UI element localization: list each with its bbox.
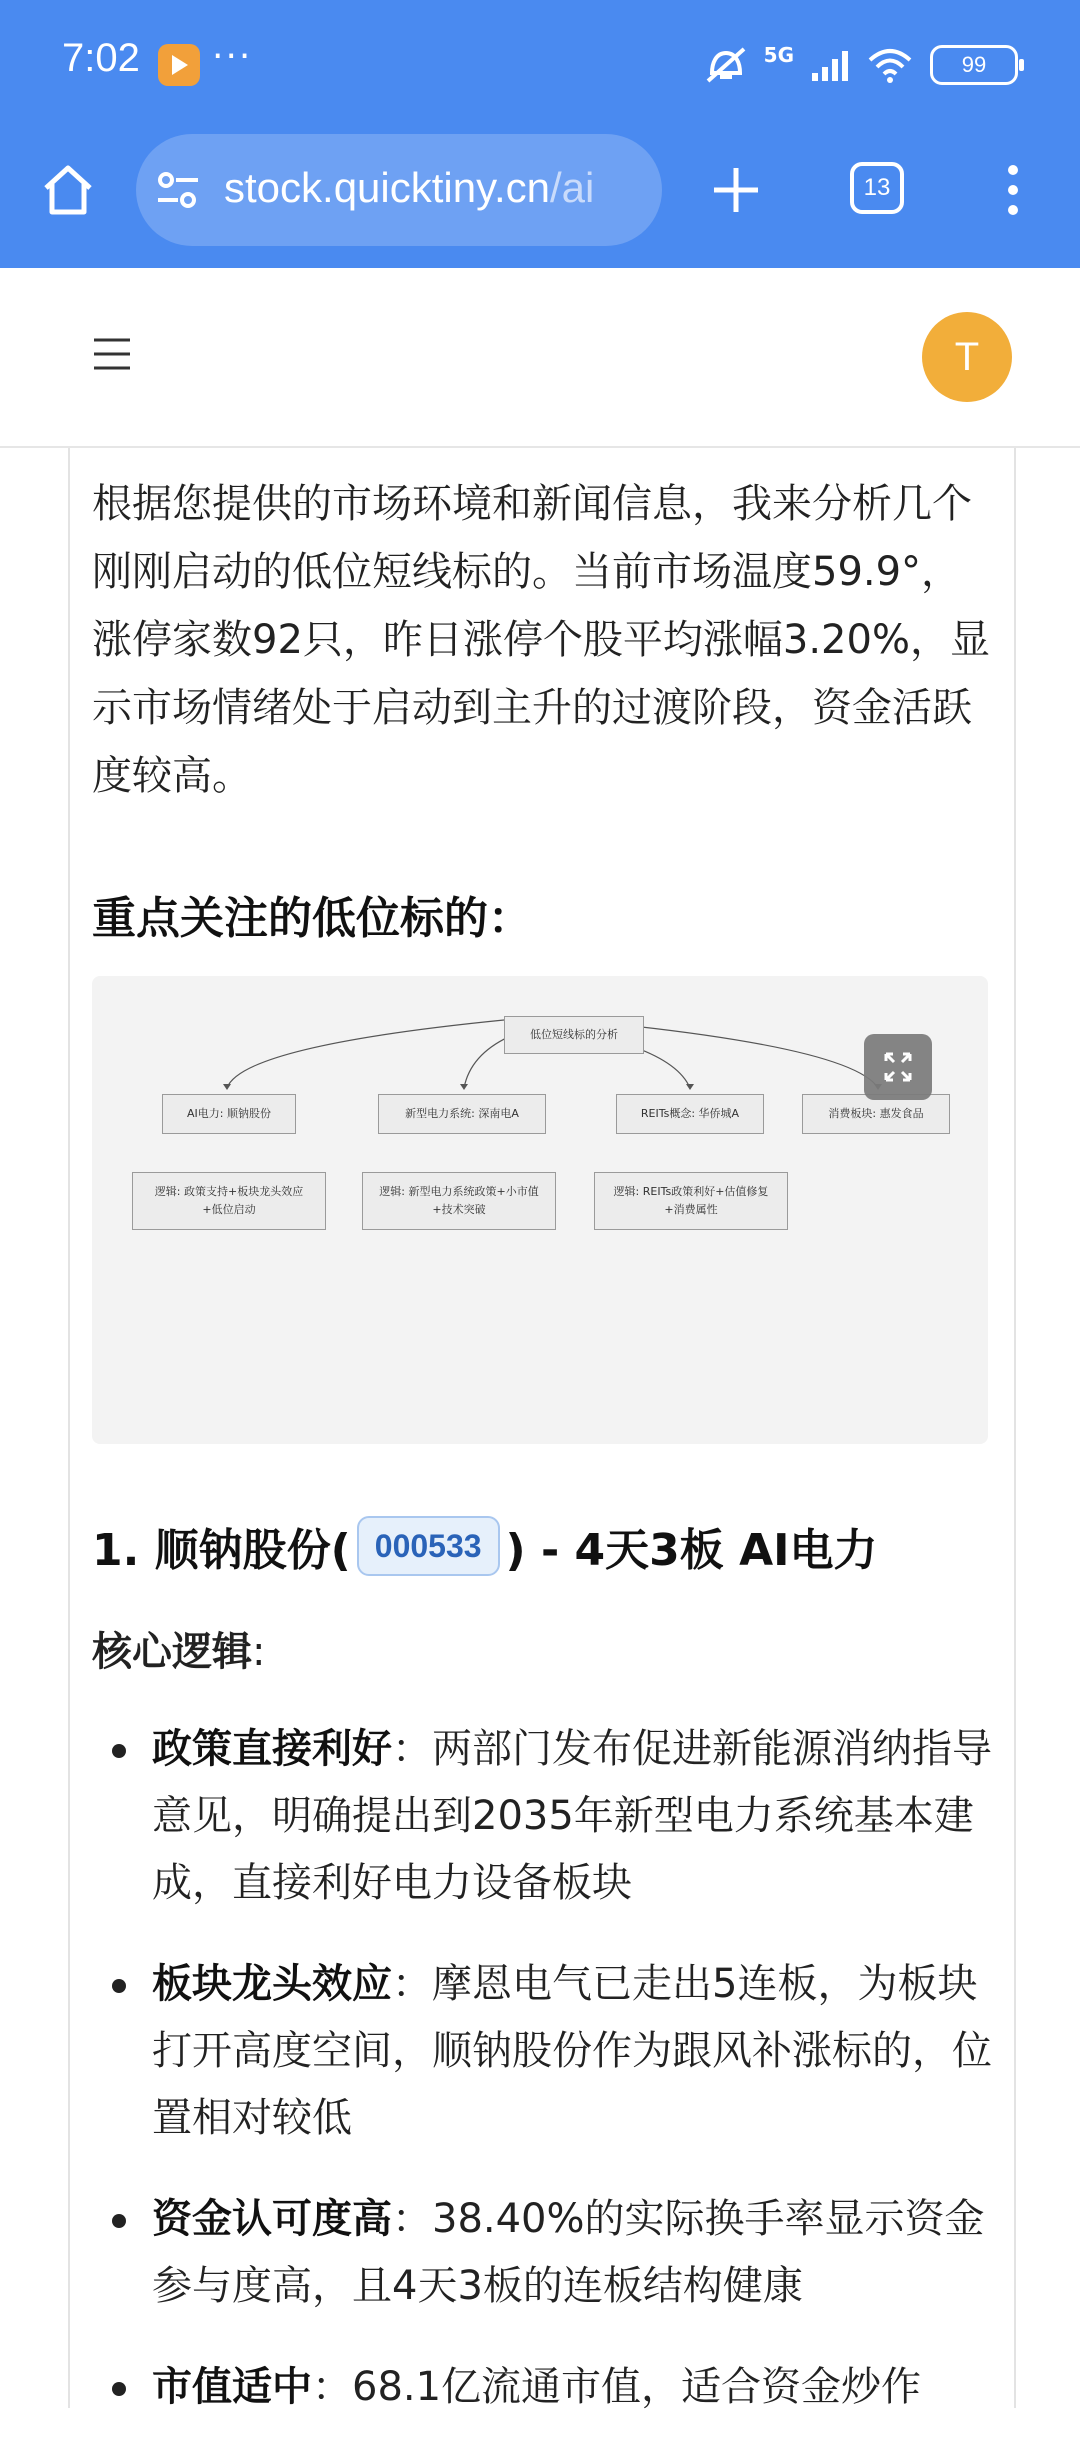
flowchart-diagram [92, 976, 988, 1444]
core-logic-label: 核心逻辑: [92, 1629, 266, 1675]
list-item: 市值适中：68.1亿流通市值，适合资金炒作 [92, 2354, 992, 2421]
wifi-icon [866, 46, 914, 84]
video-app-icon [158, 44, 200, 86]
address-bar[interactable] [136, 134, 662, 246]
flowchart-logic: 逻辑: 新型电力系统政策+小市值+技术突破 [362, 1172, 556, 1230]
browser-chrome [0, 0, 1080, 268]
flowchart-root: 低位短线标的分析 [504, 1016, 644, 1054]
network-type: 5G [763, 43, 794, 67]
more-notifications-icon: ··· [212, 36, 253, 77]
flowchart-node: 消费板块: 惠发食品 [802, 1094, 950, 1134]
core-logic-list [92, 1716, 992, 2455]
avatar[interactable]: T [922, 312, 1012, 402]
list-item: 政策直接利好：两部门发布促进新能源消纳指导意见，明确提出到2035年新型电力系统基本建成，直接利好电力设备板块 [92, 1716, 992, 1917]
site-settings-icon[interactable] [156, 170, 200, 210]
status-icons [704, 42, 1018, 88]
stock-code-badge[interactable]: 000533 [357, 1516, 500, 1576]
list-item: 资金认可度高：38.40%的实际换手率显示资金参与度高，且4天3板的连板结构健康 [92, 2186, 992, 2320]
section-title: 重点关注的低位标的： [92, 893, 532, 944]
tab-switcher-button[interactable]: 13 [850, 162, 904, 214]
browser-toolbar [0, 130, 1080, 268]
flowchart-node: AI电力: 顺钠股份 [162, 1094, 296, 1134]
home-icon[interactable] [38, 160, 98, 220]
fullscreen-icon[interactable] [864, 1034, 932, 1100]
flowchart-node: 新型电力系统: 深南电A [378, 1094, 546, 1134]
status-bar [0, 0, 1080, 130]
status-time: 7:02 [62, 36, 140, 80]
flowchart-node: REITs概念: 华侨城A [616, 1094, 764, 1134]
signal-icon [810, 47, 850, 83]
list-item: 板块龙头效应：摩恩电气已走出5连板，为板块打开高度空间，顺钠股份作为跟风补涨标的，位置相对较低 [92, 1951, 992, 2152]
mute-icon [704, 45, 748, 85]
flowchart-logic: 逻辑: 政策支持+板块龙头效应+低位启动 [132, 1172, 326, 1230]
stock-heading: 1. 顺钠股份( 000533 ) - 4天3板 AI电力 [92, 1514, 878, 1578]
intro-paragraph: 根据您提供的市场环境和新闻信息，我来分析几个刚刚启动的低位短线标的。当前市场温度59.9°，涨停家数92只，昨日涨停个股平均涨幅3.20%，显示市场情绪处于启动到主升的过渡阶段，资金活跃度较高。 [92, 481, 990, 799]
app-header [0, 268, 1080, 448]
menu-icon[interactable] [92, 336, 132, 372]
battery-indicator: 99 [930, 45, 1018, 85]
new-tab-icon[interactable] [706, 160, 766, 220]
more-menu-icon[interactable] [996, 162, 1030, 218]
url-text: stock.quicktiny.cn/ai [224, 164, 595, 211]
flowchart-logic: 逻辑: REITs政策利好+估值修复+消费属性 [594, 1172, 788, 1230]
